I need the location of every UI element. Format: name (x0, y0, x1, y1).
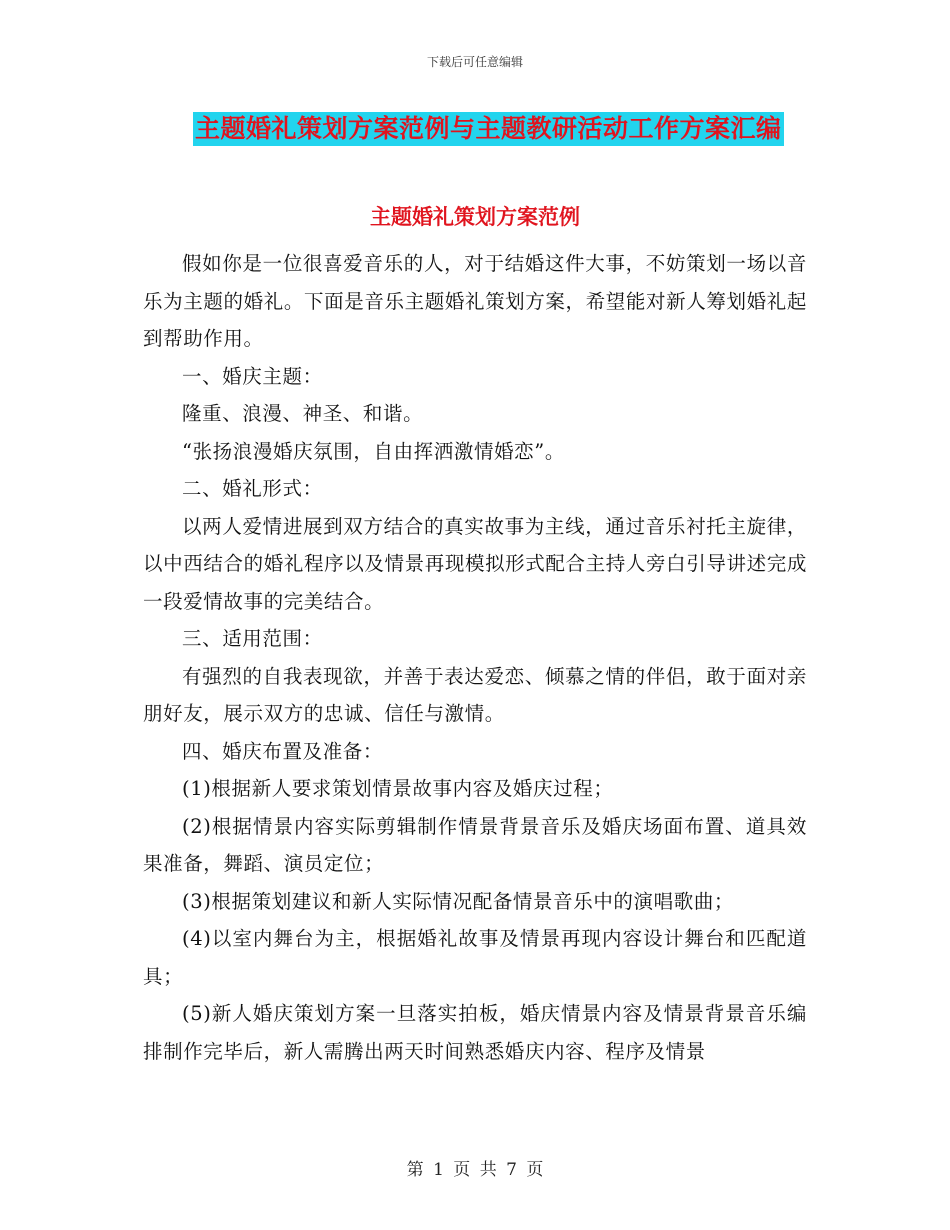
page-footer: 第 1 页 共 7 页 (406, 1160, 544, 1180)
paragraph-scope: 有强烈的自我表现欲，并善于表达爱恋、倾慕之情的伴侣，敢于面对亲朋好友，展示双方的忠诚、信任与激情。 (143, 664, 807, 725)
list-item-preparation-2: (2)根据情景内容实际剪辑制作情景背景音乐及婚庆场面布置、道具效果准备，舞蹈、演员定位； (143, 814, 807, 875)
list-item-preparation-5: (5)新人婚庆策划方案一旦落实拍板，婚庆情景内容及情景背景音乐编排制作完毕后，新人需腾出两天时间熟悉婚庆内容、程序及情景 (143, 1002, 807, 1063)
list-item-preparation-3: (3)根据策划建议和新人实际情况配备情景音乐中的演唱歌曲； (182, 889, 735, 913)
paragraph-theme-slogan: “张扬浪漫婚庆氛围，自由挥洒激情婚恋”。 (182, 439, 565, 463)
body-text (143, 245, 807, 1070)
list-item-preparation-4: (4)以室内舞台为主，根据婚礼故事及情景再现内容设计舞台和匹配道具； (143, 927, 807, 988)
paragraph-intro: 假如你是一位很喜爱音乐的人，对于结婚这件大事，不妨策划一场以音乐为主题的婚礼。下面是音乐主题婚礼策划方案，希望能对新人筹划婚礼起到帮助作用。 (143, 252, 807, 350)
heading-format: 二、婚礼形式： (182, 477, 323, 500)
document-title: 主题婚礼策划方案范例与主题教研活动工作方案汇编 (193, 112, 784, 146)
paragraph-theme-values: 隆重、浪漫、神圣、和谐。 (182, 402, 424, 425)
list-item-preparation-1: (1)根据新人要求策划情景故事内容及婚庆过程； (182, 777, 614, 800)
header-note: 下载后可任意编辑 (426, 55, 523, 69)
heading-theme: 一、婚庆主题： (182, 364, 323, 388)
heading-preparation: 四、婚庆布置及准备： (182, 739, 384, 763)
section-title: 主题婚礼策划方案范例 (370, 205, 580, 229)
paragraph-format: 以两人爱情进展到双方结合的真实故事为主线，通过音乐衬托主旋律，以中西结合的婚礼程序以及情景再现模拟形式配合主持人旁白引导讲述完成一段爱情故事的完美结合。 (143, 514, 807, 613)
heading-scope: 三、适用范围： (182, 627, 323, 650)
